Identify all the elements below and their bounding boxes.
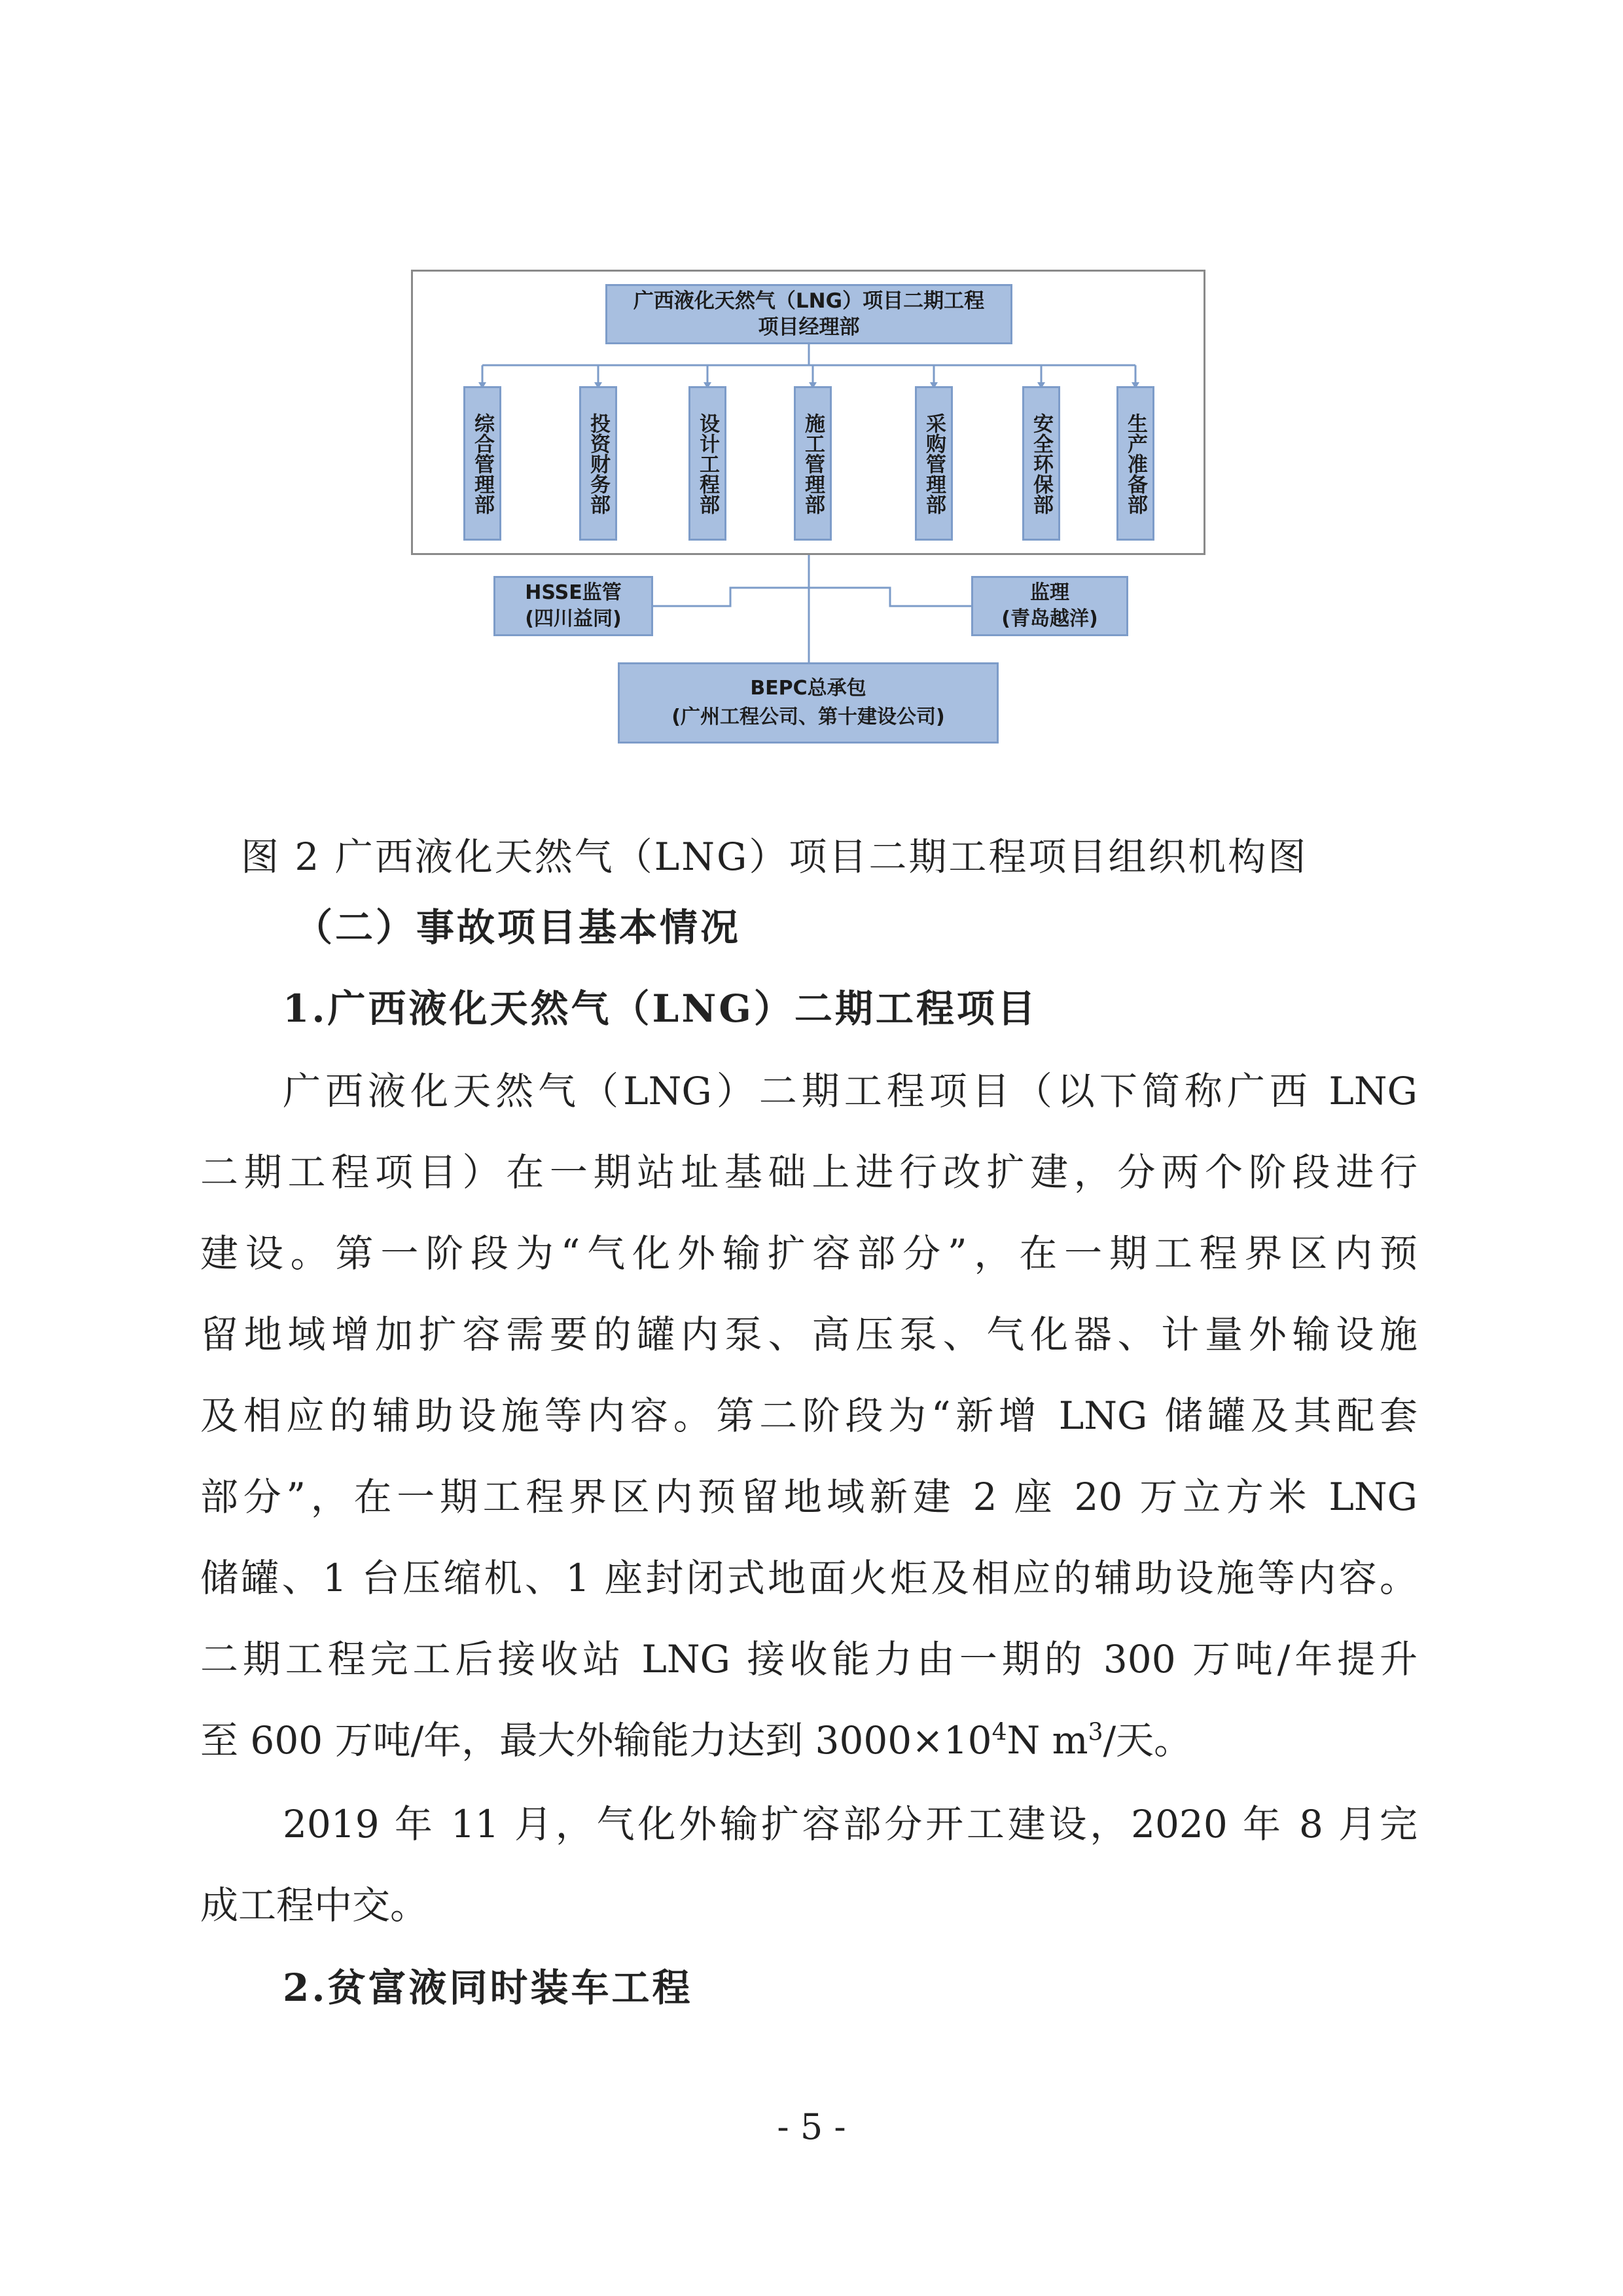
subheading-1: 1.广西液化天然气（LNG）二期工程项目: [283, 986, 1038, 1031]
text-run: N m: [1007, 1718, 1088, 1763]
text-run: /天。: [1103, 1718, 1192, 1763]
paragraph-1-line: 广西液化天然气（LNG）二期工程项目（以下简称广西 LNG: [283, 1069, 1418, 1113]
paragraph-2-line: 2019 年 11 月，气化外输扩容部分开工建设，2020 年 8 月完: [283, 1802, 1418, 1846]
dept-design-engineering: 设计工程部: [688, 386, 726, 541]
dept-general-management: 综合管理部: [463, 386, 501, 541]
paragraph-1-line: 及相应的辅助设施等内容。第二阶段为“新增 LNG 储罐及其配套: [200, 1393, 1418, 1438]
bepc-line1: BEPC总承包: [750, 677, 866, 700]
dept-procurement-management: 采购管理部: [915, 386, 953, 541]
superscript: 4: [991, 1719, 1007, 1746]
dept-investment-finance: 投资财务部: [579, 386, 617, 541]
top-box-line1: 广西液化天然气（LNG）项目二期工程: [633, 289, 985, 313]
dept-construction-management: 施工管理部: [794, 386, 832, 541]
paragraph-1-line: 建设。第一阶段为“气化外输扩容部分”，在一期工程界区内预: [200, 1231, 1418, 1276]
superscript: 3: [1088, 1719, 1103, 1746]
paragraph-1-last-line: [200, 1710, 1418, 1765]
paragraph-1-line: 二期工程项目）在一期站址基础上进行改扩建，分两个阶段进行: [200, 1150, 1418, 1194]
dept-safety-environment: 安全环保部: [1022, 386, 1060, 541]
text-run: 至 600 万吨/年，最大外输能力达到 3000×10: [200, 1718, 992, 1763]
paragraph-1-line: 二期工程完工后接收站 LNG 接收能力由一期的 300 万吨/年提升: [200, 1637, 1418, 1681]
paragraph-1-line: 留地域增加扩容需要的罐内泵、高压泵、气化器、计量外输设施: [200, 1312, 1418, 1357]
bepc-line2: (广州工程公司、第十建设公司): [671, 706, 945, 728]
figure-caption: 图 2 广西液化天然气（LNG）项目二期工程项目组织机构图: [241, 834, 1308, 879]
subheading-2: 2.贫富液同时装车工程: [283, 1965, 693, 2010]
supervision-line2: (青岛越洋): [1001, 607, 1098, 630]
page-number: - 5 -: [777, 2106, 846, 2147]
supervision-box: [971, 576, 1128, 636]
bepc-contractor-box: [618, 662, 999, 744]
paragraph-2-line: 成工程中交。: [200, 1883, 429, 1928]
project-manager-dept-box: [605, 284, 1012, 344]
section-heading: （二）事故项目基本情况: [294, 905, 741, 950]
hsse-line2: (四川益同): [525, 607, 622, 630]
paragraph-1-line: 储罐、1 台压缩机、1 座封闭式地面火炬及相应的辅助设施等内容。: [200, 1556, 1418, 1600]
top-box-line2: 项目经理部: [758, 315, 860, 339]
dept-production-preparation: 生产准备部: [1116, 386, 1154, 541]
hsse-supervision-box: [493, 576, 653, 636]
org-chart: [0, 0, 1623, 785]
paragraph-1-line: 部分”，在一期工程界区内预留地域新建 2 座 20 万立方米 LNG: [200, 1475, 1418, 1519]
hsse-line1: HSSE监管: [525, 581, 622, 604]
supervision-line1: 监理: [1030, 581, 1069, 604]
